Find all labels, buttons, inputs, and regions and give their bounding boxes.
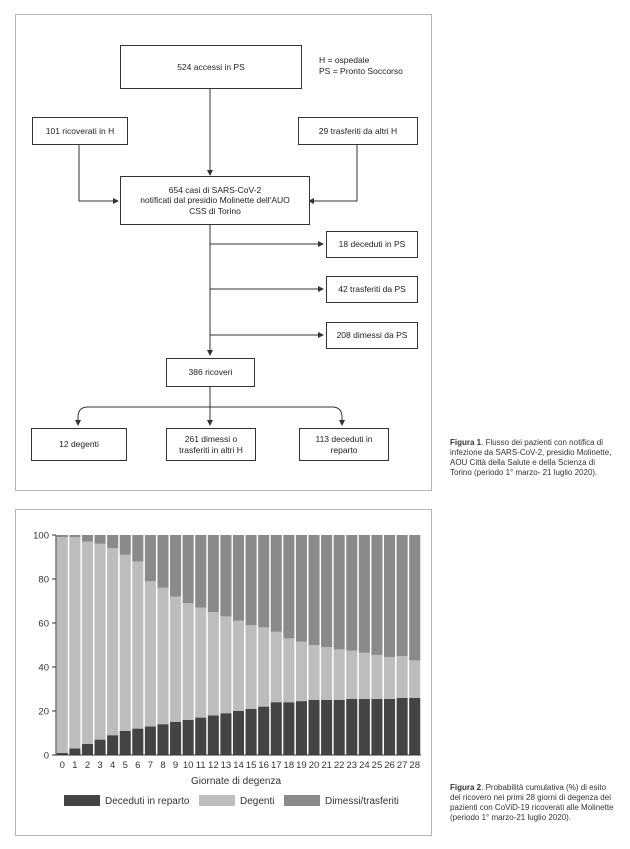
bar-segment [397, 535, 408, 656]
y-tick-label: 80 [38, 574, 49, 586]
bar-segment [371, 699, 382, 755]
bar-segment [120, 535, 131, 555]
x-tick-label: 17 [270, 760, 282, 771]
bar-segment [271, 632, 282, 702]
bars [57, 535, 420, 755]
legend-label: Degenti [240, 796, 275, 807]
arrow-trasferiti-casi [309, 144, 357, 201]
bar-segment [371, 655, 382, 699]
bar-segment [145, 726, 156, 755]
x-tick-label: 5 [122, 760, 128, 771]
x-tick-label: 7 [147, 760, 154, 771]
x-tick-label: 19 [296, 760, 307, 771]
figure-1-caption-text: . Flusso dei pazienti con notifica di infezione da SARS-CoV-2, presidio Molinette, AOU Città della Salute e della Scienza di Torino (periodo 1° marzo- 21 luglio 2020). [450, 438, 612, 477]
bar-segment [220, 616, 231, 713]
bar-segment [57, 535, 68, 537]
bar-segment [107, 548, 118, 735]
x-tick-label: 3 [97, 760, 103, 771]
x-tick-label: 28 [409, 760, 420, 771]
bar-segment [233, 711, 244, 755]
bar-segment [296, 642, 307, 701]
y-tick-label: 100 [33, 530, 49, 542]
y-tick-label: 40 [38, 662, 49, 674]
bar-segment [346, 535, 357, 651]
bar-segment [208, 715, 219, 755]
bar-segment [308, 645, 319, 700]
figure-2-caption-text: . Probabilità cumulativa (%) di esito del ricovero nei primi 28 giorni di degenza dei pazienti con CoViD-19 ricoverati alle Molinette (periodo 1° marzo-21 luglio 2020). [450, 783, 614, 822]
bar-segment [359, 535, 370, 653]
bar-segment [195, 608, 206, 718]
x-tick-label: 1 [72, 760, 78, 771]
x-axis-label: Giornate di degenza [190, 776, 282, 787]
bar-segment [195, 535, 206, 608]
bar-segment [334, 535, 345, 649]
x-tick-label: 16 [258, 760, 269, 771]
x-tick-label: 24 [359, 760, 370, 771]
bar-segment [346, 699, 357, 755]
bar-segment [296, 535, 307, 642]
bar-segment [157, 535, 168, 588]
bar-segment [283, 638, 294, 702]
bar-segment [359, 653, 370, 699]
bar-segment [183, 603, 194, 720]
bar-segment [258, 627, 269, 706]
arrow-ricoverati-casi [79, 144, 118, 201]
bar-segment [132, 561, 143, 728]
box-dimessi-trasferiti-h: 261 dimessi o trasferiti in altri H [166, 428, 256, 461]
bar-segment [409, 535, 420, 660]
stacked-bar-chart [16, 510, 431, 835]
bar-segment [82, 744, 93, 755]
box-trasferiti-ps: 42 trasferiti da PS [326, 276, 418, 303]
bar-segment [359, 699, 370, 755]
bar-segment [258, 707, 269, 755]
x-tick-label: 25 [371, 760, 383, 771]
bar-segment [321, 700, 332, 755]
bar-segment [271, 535, 282, 632]
box-dimessi-ps: 208 dimessi da PS [326, 322, 418, 349]
bar-segment [283, 702, 294, 755]
bar-segment [233, 621, 244, 711]
bar-segment [233, 535, 244, 621]
bar-segment [195, 718, 206, 755]
arrow-to-deceduti-reparto [210, 407, 342, 425]
bar-segment [132, 535, 143, 561]
x-tick-label: 4 [109, 760, 116, 771]
bar-segment [95, 535, 106, 544]
bar-segment [82, 535, 93, 542]
bar-segment [220, 713, 231, 755]
bar-segment [308, 535, 319, 645]
box-accessi-ps: 524 accessi in PS [120, 45, 302, 89]
bar-segment [69, 748, 80, 755]
abbreviation-legend: H = ospedale PS = Pronto Soccorso [319, 55, 403, 76]
bar-segment [271, 702, 282, 755]
bar-segment [384, 699, 395, 755]
bar-segment [208, 535, 219, 612]
bar-segment [82, 542, 93, 744]
bar-segment [107, 735, 118, 755]
figure-1-caption-label: Figura 1 [450, 438, 482, 447]
x-tick-label: 26 [384, 760, 395, 771]
x-tick-label: 20 [308, 760, 320, 771]
bar-segment [308, 700, 319, 755]
x-tick-label: 9 [172, 760, 179, 771]
legend-swatch [199, 795, 235, 806]
x-tick-label: 22 [333, 760, 345, 771]
bar-segment [145, 581, 156, 726]
bar-segment [183, 535, 194, 603]
box-deceduti-ps: 18 deceduti in PS [326, 231, 418, 258]
bar-segment [371, 535, 382, 655]
y-tick-label: 20 [38, 706, 49, 718]
x-tick-label: 10 [182, 760, 194, 771]
x-axis [56, 755, 421, 771]
y-tick-label: 0 [43, 750, 49, 762]
figure-2-chart [15, 509, 432, 836]
x-tick-label: 18 [283, 760, 295, 771]
bar-segment [157, 724, 168, 755]
legend-label: Deceduti in reparto [105, 796, 190, 807]
x-tick-label: 14 [233, 760, 244, 771]
bar-segment [283, 535, 294, 638]
bar-segment [157, 588, 168, 724]
bar-segment [258, 535, 269, 627]
x-tick-label: 0 [59, 760, 65, 771]
legend-label: Dimessi/trasferiti [325, 796, 399, 807]
x-tick-label: 15 [245, 760, 257, 771]
bar-segment [246, 709, 257, 755]
bar-segment [170, 535, 181, 597]
bar-segment [321, 535, 332, 647]
bar-segment [220, 535, 231, 616]
legend-swatch [64, 795, 100, 806]
x-tick-label: 11 [195, 760, 206, 771]
x-tick-label: 21 [321, 760, 332, 771]
x-tick-label: 27 [396, 760, 408, 771]
bar-segment [208, 612, 219, 715]
box-degenti: 12 degenti [31, 428, 127, 461]
bar-segment [246, 625, 257, 709]
arrow-to-degenti [78, 407, 210, 425]
bar-segment [397, 698, 408, 755]
box-deceduti-reparto: 113 deceduti in reparto [299, 428, 389, 461]
figure-1-caption [450, 438, 615, 478]
bar-segment [384, 535, 395, 657]
legend-swatch [284, 795, 320, 806]
bar-segment [132, 729, 143, 755]
bar-segment [321, 647, 332, 700]
bar-segment [334, 700, 345, 755]
bar-segment [170, 597, 181, 722]
x-tick-label: 12 [208, 760, 219, 771]
x-tick-label: 8 [160, 760, 166, 771]
figure-2-caption-label: Figura 2 [450, 783, 482, 792]
box-ricoverati-h: 101 ricoverati in H [32, 117, 128, 145]
bar-segment [409, 660, 420, 697]
bar-segment [170, 722, 181, 755]
x-tick-label: 2 [84, 760, 91, 771]
bar-segment [246, 535, 257, 625]
bar-segment [384, 657, 395, 699]
bar-segment [69, 535, 80, 537]
x-tick-label: 6 [135, 760, 141, 771]
box-trasferiti-altri-h: 29 trasferiti da altri H [298, 117, 418, 145]
box-ricoveri: 386 ricoveri [166, 358, 255, 387]
bar-segment [346, 651, 357, 699]
x-tick-label: 13 [220, 760, 232, 771]
bar-segment [107, 535, 118, 548]
bar-segment [120, 731, 131, 755]
bar-segment [69, 537, 80, 748]
bar-segment [95, 740, 106, 755]
bar-segment [57, 537, 68, 753]
box-casi-sars-cov-2: 654 casi di SARS-CoV-2 notificati dal presidio Molinette dell'AUO CSS di Torino [120, 176, 310, 225]
chart-legend [64, 795, 399, 807]
bar-segment [183, 720, 194, 755]
y-tick-label: 60 [38, 618, 49, 630]
x-tick-label: 23 [346, 760, 358, 771]
figure-2-caption [450, 783, 615, 823]
bar-segment [334, 649, 345, 700]
bar-segment [120, 555, 131, 731]
y-axis [33, 531, 56, 762]
figure-1-flowchart [15, 14, 432, 491]
bar-segment [397, 656, 408, 698]
bar-segment [145, 535, 156, 581]
bar-segment [409, 698, 420, 755]
bar-segment [95, 544, 106, 740]
bar-segment [296, 701, 307, 755]
